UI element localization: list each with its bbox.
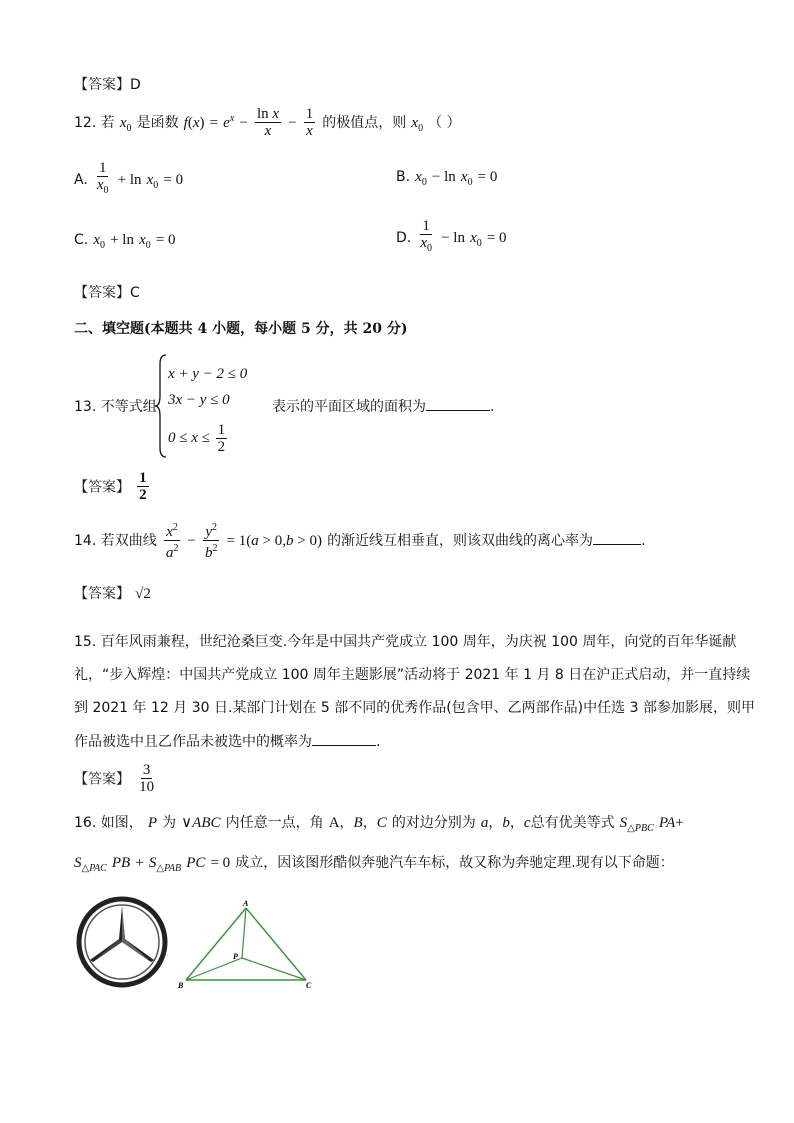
answer-12 <box>74 282 140 302</box>
option-a-label: A. <box>74 172 88 188</box>
q16-line-2-end: 成立，因该图形酷似奔驰汽车车标，故又称为奔驰定理.现有以下命题： <box>235 855 674 871</box>
answer-label: 【答案】 <box>74 77 130 93</box>
question-14: 14. 若双曲线 $\frac{x^2}{a^2}$ − $\frac{y^2}{b^2}$ = 1(a > 0,b > 0) 的渐近线互相垂直，则该双曲线的离心率为 . <box>74 522 646 561</box>
edge-ab <box>186 908 246 980</box>
vertex-c-label: C <box>306 981 312 990</box>
answer-14 <box>74 583 151 603</box>
answer-13 <box>74 470 151 503</box>
q15-line-4: 作品被选中且乙作品未被选中的概率为 <box>74 734 312 750</box>
segment-pa <box>242 908 246 958</box>
q16-line-2: $S_{\triangle PAC}$ PB + $S_{\triangle PAB}$ PC = 0 成立，因该图形酷似奔驰汽车车标，故又称为奔驰定理.现有以下命题： <box>74 855 674 874</box>
section-title: 二、填空题(本题共 4 小题，每小题 5 分，共 20 分) <box>74 321 408 337</box>
q13-answer-blank <box>426 396 490 411</box>
q13-suffix-line: 表示的平面区域的面积为 . <box>272 396 494 416</box>
q12-option-a: A. $\frac{1}{x_0}$ + $\ln x_0 = 0$ <box>74 160 184 196</box>
q12-suffix: 的极值点，则 <box>322 115 407 131</box>
answer-label: 【答案】 <box>74 586 130 602</box>
q13-suffix: 表示的平面区域的面积为 <box>272 399 426 415</box>
q16-prefix: 16. 如图， <box>74 815 143 831</box>
option-c-label: C. <box>74 232 89 248</box>
benz-logo-icon <box>76 896 168 988</box>
q12-option-c: C. $x_0 + \ln x_0 = 0$ <box>74 232 176 251</box>
system-row-1: x + y − 2 ≤ 0 <box>168 366 248 382</box>
q16-t1: 为 <box>162 815 177 831</box>
q16-t3: 的对边分别为 <box>391 815 476 831</box>
answer-14-value: √2 <box>135 586 151 602</box>
vertex-a-label: A <box>243 899 249 908</box>
q14-answer-blank <box>593 530 641 545</box>
answer-value: D <box>130 77 141 93</box>
question-12: 12. 若 $x_0$ 是函数 $f(x) = e^x$ − $\frac{\text{ln x}}{x}$ − $\frac{1}{x}$ 的极值点，则 $x_0$ （ ） <box>74 106 461 139</box>
answer-label: 【答案】 <box>74 479 130 496</box>
q16-t2: 内任意一点，角 <box>225 815 324 831</box>
system-row-3: 0 ≤ x ≤ <box>168 429 210 446</box>
q15-answer-blank <box>312 731 376 746</box>
answer-11 <box>74 74 141 94</box>
left-brace-icon <box>154 354 168 458</box>
answer-label: 【答案】 <box>74 771 130 788</box>
system-row-2: 3x − y ≤ 0 <box>168 392 230 408</box>
answer-15-fraction <box>137 762 156 795</box>
q16-t4: 总有优美等式 <box>530 815 615 831</box>
answer-13-num: 1 <box>139 470 147 486</box>
q15-line-2: 礼，“步入辉煌：中国共产党成立 100 周年主题影展”活动将于 2021 年 1 月 8 日在沪正式启动，并一直持续 <box>74 667 751 683</box>
q14-prefix: 14. 若双曲线 <box>74 533 157 549</box>
answer-13-den: 2 <box>139 487 147 503</box>
q12-option-b: B. $x_0 - \ln x_0 = 0$ <box>396 169 498 188</box>
answer-label: 【答案】 <box>74 285 130 301</box>
triangle-figure <box>176 898 322 994</box>
q15-line-3: 到 2021 年 12 月 30 日.某部门计划在 5 部不同的优秀作品(包含甲、乙两部作品)中任选 3 部参加影展，则甲 <box>74 700 755 716</box>
q12-option-d: D. $\frac{1}{x_0}$ − $\ln x_0 = 0$ <box>396 218 507 254</box>
answer-15-num: 3 <box>142 762 151 778</box>
answer-value: C <box>130 285 140 301</box>
q16-line-1: 16. 如图， P 为 ∨ABC 内任意一点，角 A，B，C 的对边分别为 a，b，c总有优美等式 $S_{\triangle PBC}$ PA+ <box>74 815 684 834</box>
q12-frac-1x: $\frac{1}{x}$ <box>305 106 314 139</box>
q12-mid: 是函数 <box>136 115 179 131</box>
q15-line-4-wrap: 作品被选中且乙作品未被选中的概率为 . <box>74 731 380 751</box>
q15-line-1: 15. 百年风雨兼程，世纪沧桑巨变.今年是中国共产党成立 100 周年，为庆祝 100 周年，向党的百年华诞献 <box>74 634 737 650</box>
q12-frac-lnx: $\frac{\text{ln x}}{x}$ <box>256 106 280 139</box>
inequality-system: x + y − 2 ≤ 0 3x − y ≤ 0 0 ≤ x ≤ $\frac{1}{2}$ <box>154 352 264 462</box>
q14-suffix: 的渐近线互相垂直，则该双曲线的离心率为 <box>327 533 594 549</box>
option-d-label: D. <box>396 230 412 246</box>
answer-13-fraction <box>137 470 149 503</box>
option-b-label: B. <box>396 169 411 185</box>
q12-paren: （ ） <box>428 115 461 131</box>
answer-15-den: 10 <box>139 779 155 795</box>
point-p-label: P <box>233 952 238 961</box>
q12-prefix: 12. 若 <box>74 115 115 131</box>
q13-prefix: 13. 不等式组 <box>74 399 157 415</box>
answer-15 <box>74 762 158 795</box>
vertex-b-label: B <box>178 981 184 990</box>
